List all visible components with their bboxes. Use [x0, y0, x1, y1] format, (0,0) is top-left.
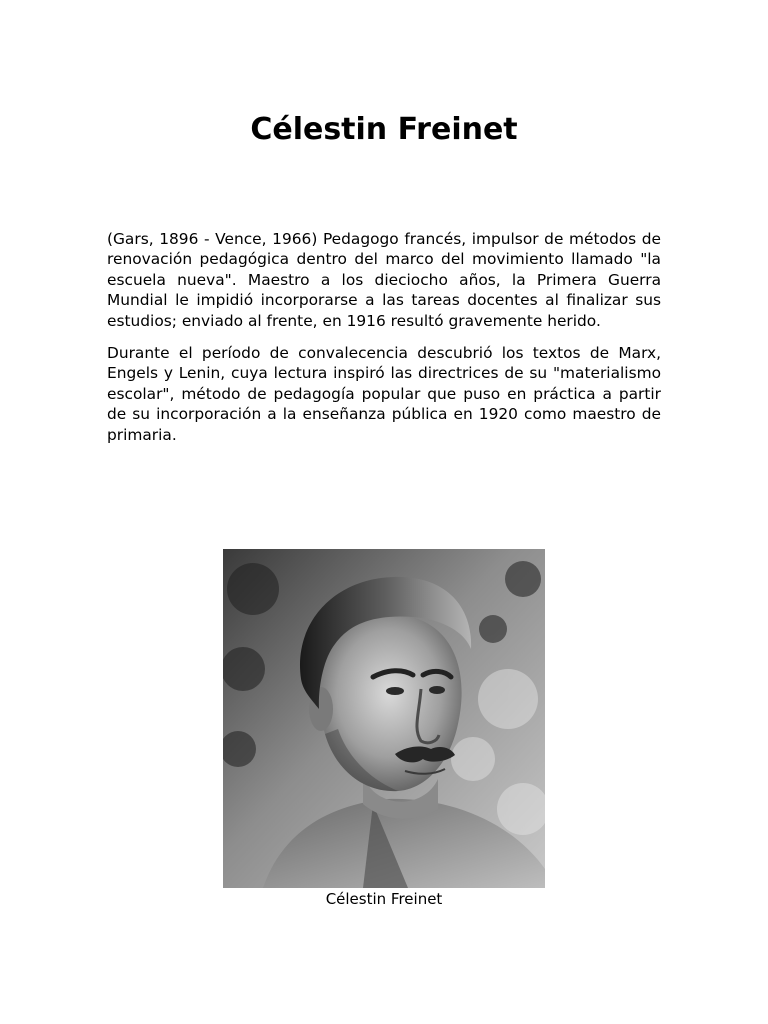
page-title: Célestin Freinet	[250, 112, 518, 147]
portrait-photo	[223, 549, 545, 888]
paragraph-1: (Gars, 1896 - Vence, 1966) Pedagogo francés, impulsor de métodos de renovación pedagógica dentro del marco del movimiento llamado "la escuela nueva". Maestro a los dieciocho años, la Primera Guerra Mundial le impidió incorporarse a las tareas docentes al finalizar sus estudios; enviado al frente, en 1916 resultó gravemente herido.	[107, 230, 661, 330]
figure-caption: Célestin Freinet	[325, 890, 443, 908]
paragraph-2: Durante el período de convalecencia descubrió los textos de Marx, Engels y Lenin, cuya lectura inspiró las directrices de su "materialismo escolar", método de pedagogía popular que puso en práctica a partir de su incorporación a la enseñanza pública en 1920 como maestro de primaria.	[107, 344, 661, 444]
portrait-image	[223, 549, 545, 888]
body-text	[107, 229, 661, 457]
